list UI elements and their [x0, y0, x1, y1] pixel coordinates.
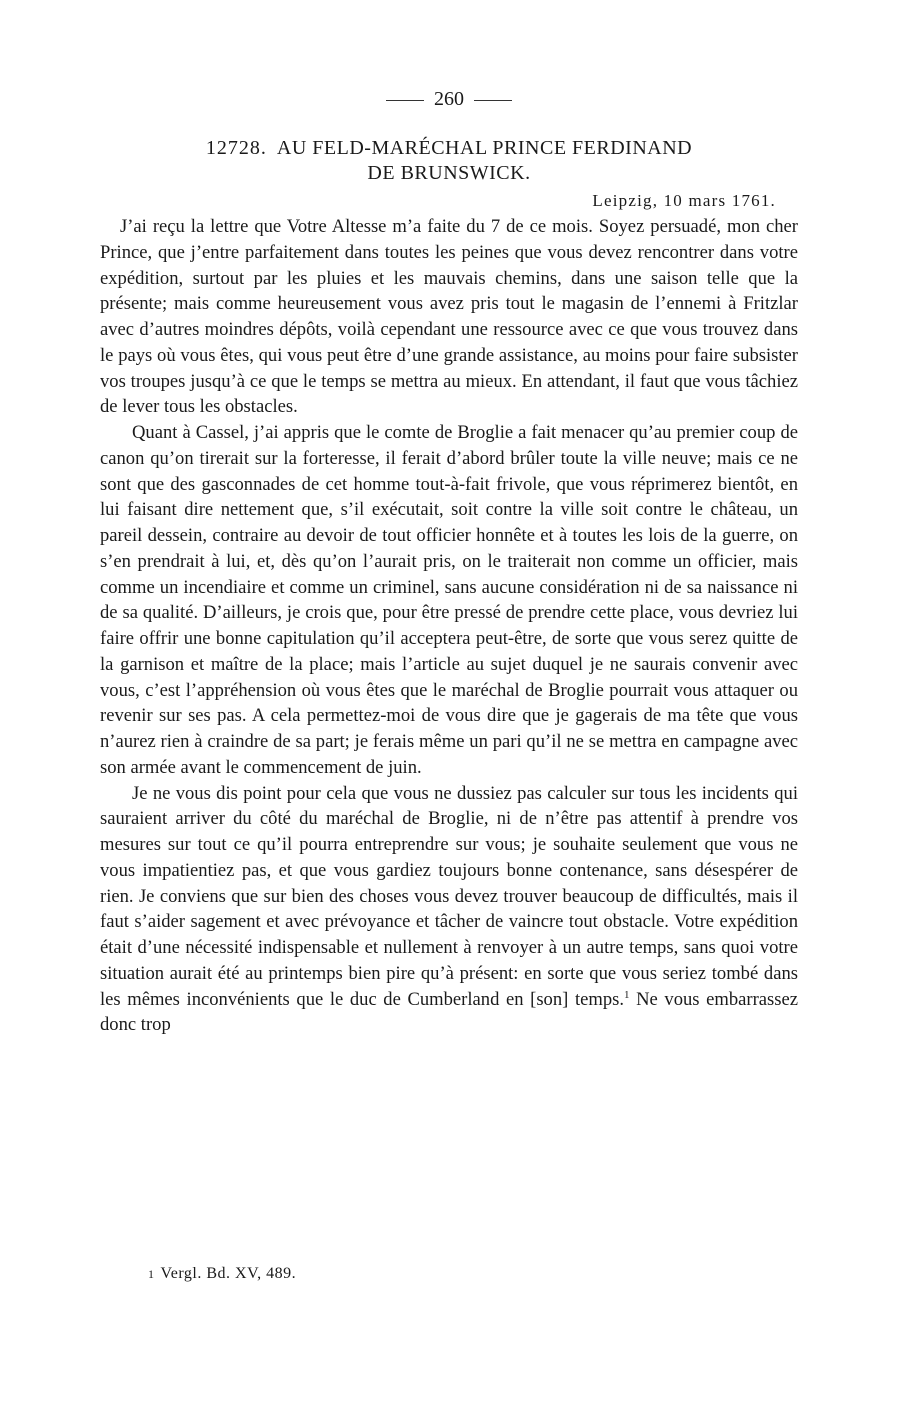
document-page — [100, 84, 798, 1038]
dateline: Leipzig, 10 mars 1761. — [592, 191, 776, 210]
paragraph-3 — [100, 781, 798, 1039]
letter-heading-line1 — [100, 136, 798, 161]
letter-body — [100, 214, 798, 1038]
footnote-mark: 1 — [148, 1267, 155, 1281]
right-dash — [474, 100, 512, 101]
footnote-reference[interactable]: 1 — [624, 988, 630, 1001]
page-number-text: 260 — [434, 88, 464, 110]
footnote — [148, 1263, 296, 1285]
paragraph-3-text: Je ne vous dis point pour cela que vous ne dussiez pas calculer sur tous les incidents qui sauraient arriver du côté du maréchal de Broglie, ni de n’être pas attentif à prendre vos mesures sur tout ce qu’il pourra entreprendre sur vous; je souhaite seulement que vous ne vous impatientiez pas, et que vous gardiez toujours bonne contenance, sans désespérer de rien. Je conviens que sur bien des choses vous devez trouver beaucoup de difficultés, mais il faut s’aider sagement et avec prévoyance et tâcher de vaincre tout obstacle. Votre expédition était d’une nécessité indispensable et nullement à renvoyer à un autre temps, sans quoi votre situation aurait été au printemps bien pire qu’à présent: en sorte que vous seriez tombé dans les mêmes inconvénients que le duc de Cumberland en [son] temps. — [100, 782, 798, 1010]
footnote-text: Vergl. Bd. XV, 489. — [160, 1265, 297, 1282]
letter-heading — [100, 136, 798, 186]
letter-title-line1: AU FELD-MARÉCHAL PRINCE FERDINAND — [276, 137, 693, 159]
paragraph-2: Quant à Cassel, j’ai appris que le comte de Broglie a fait menacer qu’au premier coup de canon qu’on tirerait sur la forteresse, il ferait d’abord brûler toute la ville neuve; mais ce ne sont que des gasconnades de cet homme tout-à-fait frivole, que vous réprimerez bientôt, en lui faisant dire nettement que, s’il exécutait, soit contre la ville soit contre le château, un pareil dessein, contraire au devoir de tout officier honnête et à toutes les lois de la guerre, on s’en prendrait à lui, et, dès qu’on l’aurait pris, on le traiterait non comme un officier, mais comme un incendiaire et comme un criminel, sans aucune considération ni de sa naissance ni de sa qualité. D’ailleurs, je crois que, pour être pressé de prendre cette place, vous devriez lui faire offrir une bonne capitulation qu’il acceptera peut-être, de sorte que vous serez quitte de la garnison et maître de la place; mais l’article au sujet duquel je ne saurais convenir avec vous, c’est l’appréhension où vous êtes que le maréchal de Broglie pourrait vous attaquer ou revenir sur ses pas. A cela permettez-moi de vous dire que je gagerais de ma tête que vous n’aurez rien à craindre de sa part; je ferais même un pari qu’il ne se mettra en campagne avec son armée avant le commencement de juin. — [100, 422, 798, 778]
letter-number: 12728. — [205, 137, 267, 159]
letter-title-line2: DE BRUNSWICK. — [367, 162, 531, 184]
left-dash — [386, 100, 424, 101]
paragraph-3-continuation: Ne vous embarrassez donc trop — [100, 988, 799, 1036]
page-number — [100, 84, 798, 114]
paragraph-1: J’ai reçu la lettre que Votre Altesse m’a faite du 7 de ce mois. Soyez persuadé, mon cher Prince, que j’entre parfaitement dans toutes les peines que vous devez rencontrer dans votre expédition, surtout par les pluies et les mauvais chemins, dans une saison telle que la présente; mais comme heureusement vous avez pris tout le magasin de l’ennemi à Fritzlar avec d’autres moindres dépôts, voilà cependant une ressource avec ce que vous trouvez dans le pays où vous êtes, qui vous peut être d’une grande assistance, au moins pour faire subsister vos troupes jusqu’à ce que le temps se mettra au mieux. En attendant, il faut que vous tâchiez de lever tous les obstacles. — [100, 216, 798, 418]
